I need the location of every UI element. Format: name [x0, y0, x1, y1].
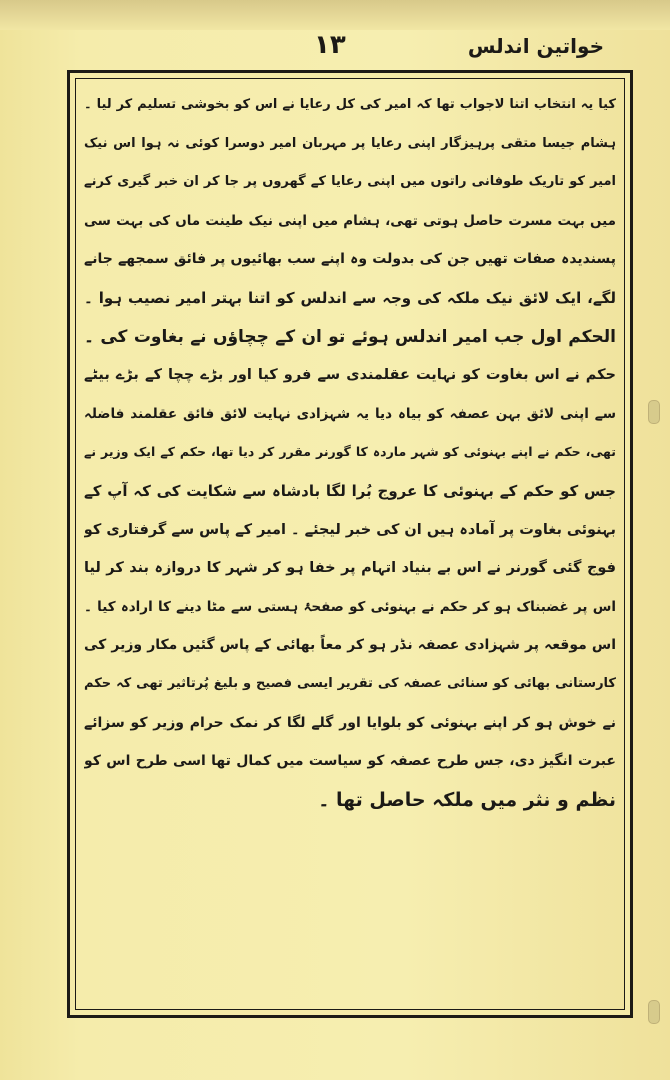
- text-line: سے اپنی لائق بہن عصفہ کو بیاہ دیا یہ شہزادی نہایت لائق فائق عقلمند فاضلہ: [84, 405, 616, 422]
- text-line: عبرت انگیز دی، جس طرح عصفہ کو سیاست میں کمال تھا اسی طرح اس کو: [84, 753, 616, 770]
- text-line: امیر کو تاریک طوفانی راتوں میں اپنی رعایا کے گھروں پر جا کر ان خبر گیری کرنے: [84, 174, 616, 190]
- text-line: تھی، حکم نے اپنے بہنوئی کو شہر ماردہ کا گورنر مقرر کر دیا تھا، حکم کے ایک وزیر نے: [84, 444, 616, 460]
- text-line: فوج گئی گورنر نے اس بے بنیاد اتہام پر خفا ہو کر شہر کا دروازہ بند کر لیا: [84, 560, 616, 577]
- text-line: اس موقعہ پر شہزادی عصفہ نڈر ہو کر معاً بھائی کے پاس گئیں مکار وزیر کی: [84, 637, 616, 654]
- text-line: حکم نے اس بغاوت کو نہایت عقلمندی سے فرو کیا اور بڑے چچا کے بڑے بیٹے: [84, 367, 616, 384]
- text-line: کیا یہ انتخاب اتنا لاجواب تھا کہ امیر کی کل رعایا نے اس کو بخوشی تسلیم کر لیا ۔: [84, 97, 616, 112]
- text-line: کارستانی بھائی کو سنائی عصفہ کی تقریر ایسی فصیح و بلیغ پُرتاثیر تھی کہ حکم: [84, 675, 616, 691]
- body-text: [84, 86, 616, 1006]
- text-line: بہنوئی بغاوت پر آمادہ ہیں ان کی خبر لیجئے ۔ امیر کے پاس سے گرفتاری کو: [84, 521, 616, 538]
- text-line: نے خوش ہو کر اپنے بہنوئی کو بلوایا اور گلے لگا کر نمک حرام وزیر کو سزائے: [84, 714, 616, 731]
- running-title: خواتین اندلس: [467, 34, 604, 58]
- page-number: ۱۳: [314, 30, 346, 60]
- text-line: ہشام جیسا متقی پرہیزگار اپنی رعایا پر مہربان امیر دوسرا کوئی نہ ہوا اس نیک: [84, 135, 616, 151]
- binding-hole: [648, 1000, 660, 1024]
- text-line: پسندیدہ صفات تھیں جن کی بدولت وہ اپنے سب بھائیوں پر فائق سمجھے جانے: [84, 251, 616, 268]
- binding-hole: [648, 400, 660, 424]
- text-line: الحکم اول جب امیر اندلس ہوئے تو ان کے چچاؤں نے بغاوت کی ۔: [84, 326, 616, 347]
- text-line: میں بہت مسرت حاصل ہوتی تھی، ہشام میں اپنی نیک طینت ماں کی بہت سی: [84, 212, 616, 229]
- page-top-edge: [0, 0, 670, 30]
- text-line: جس کو حکم کے بہنوئی کا عروج بُرا لگا بادشاہ سے شکایت کی کہ آپ کے: [84, 481, 616, 500]
- text-line: لگے، ایک لائق نیک ملکہ کی وجہ سے اندلس کو اتنا بہتر امیر نصیب ہوا ۔: [84, 288, 616, 307]
- text-line: اس پر غضبناک ہو کر حکم نے بہنوئی کو صفحۂ ہستی سے مٹا دینے کا ارادہ کیا ۔: [84, 598, 616, 615]
- text-line: نظم و نثر میں ملکہ حاصل تھا ۔: [318, 788, 616, 811]
